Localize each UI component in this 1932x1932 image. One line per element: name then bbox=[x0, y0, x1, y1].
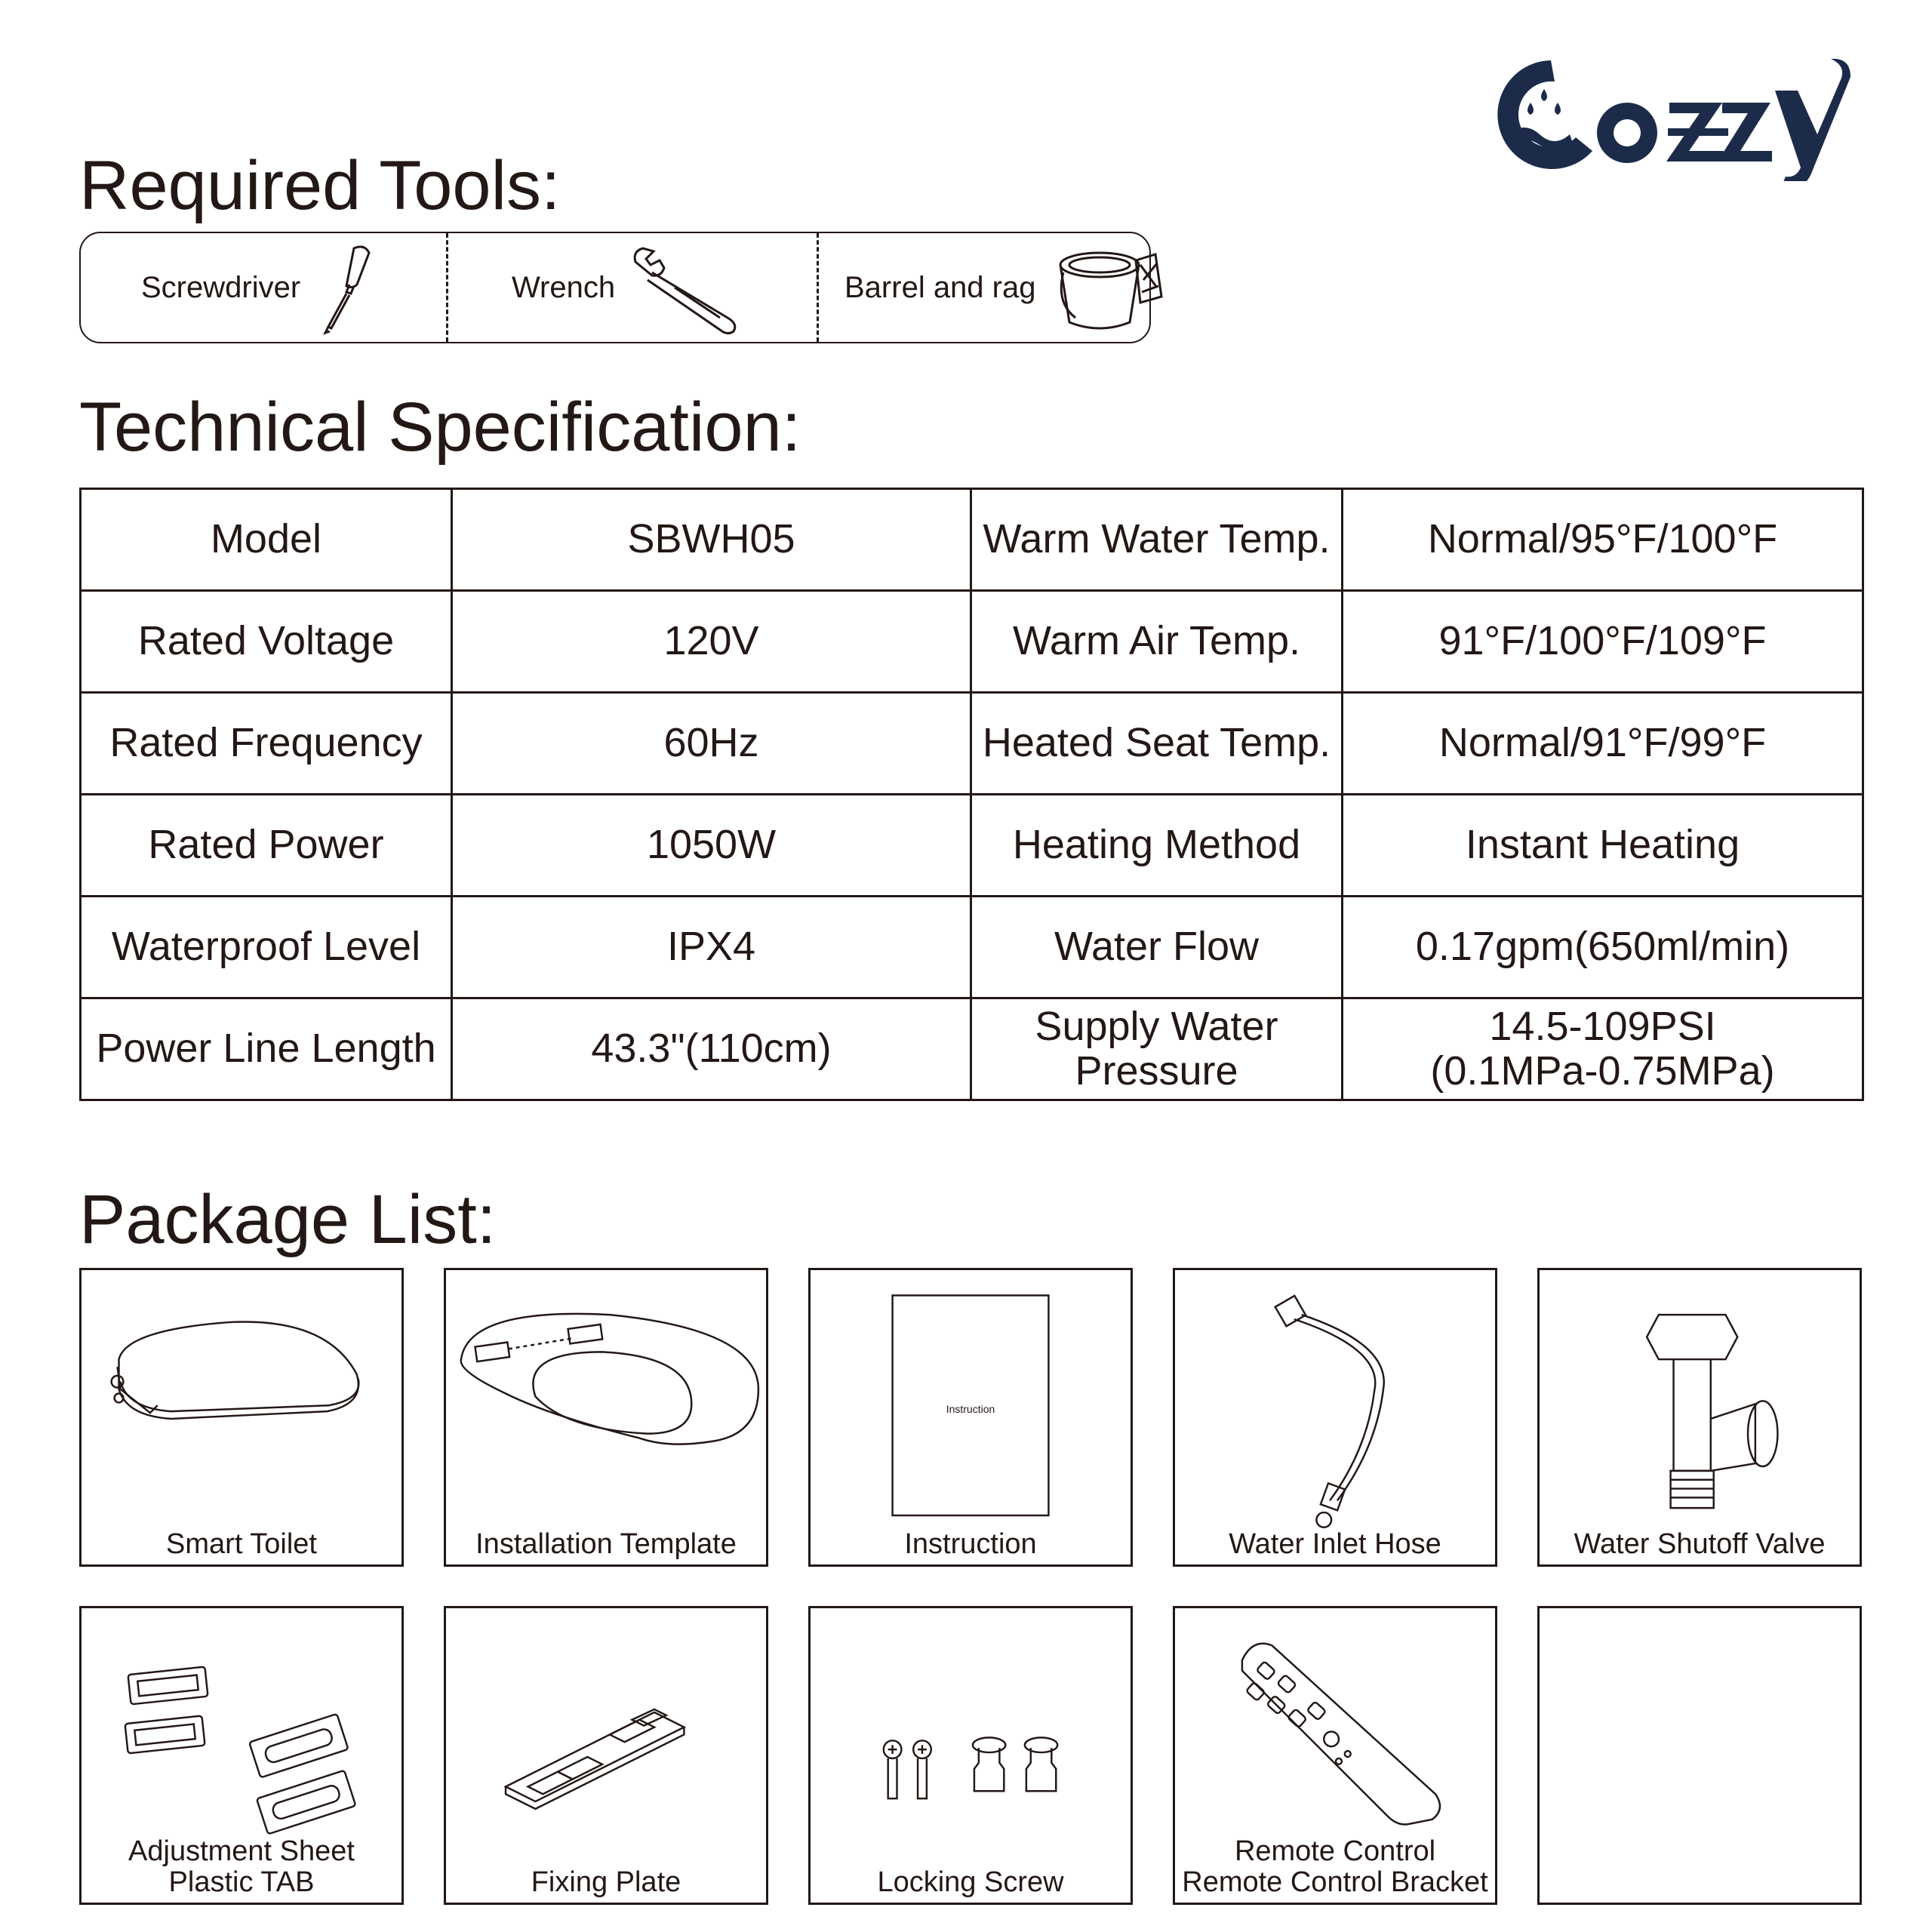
package-item bbox=[808, 1606, 1133, 1905]
spec-value: 0.17gpm(650ml/min) bbox=[1343, 897, 1863, 998]
spec-key-line: Pressure bbox=[1075, 1048, 1238, 1094]
package-item bbox=[79, 1268, 404, 1567]
tools-box bbox=[79, 232, 1151, 343]
spec-title: Technical Specification: bbox=[79, 389, 801, 466]
tool-bucket bbox=[817, 233, 1149, 342]
spec-key: Warm Water Temp. bbox=[971, 489, 1343, 591]
screwdriver-icon bbox=[307, 242, 390, 336]
toilet-seat-icon bbox=[82, 1270, 401, 1564]
table-row bbox=[81, 998, 1863, 1100]
spec-key: Heated Seat Temp. bbox=[971, 693, 1343, 795]
package-label: Instruction bbox=[904, 1528, 1037, 1560]
package-item bbox=[79, 1606, 404, 1905]
package-item bbox=[1173, 1606, 1497, 1905]
table-row bbox=[81, 795, 1863, 897]
package-label: Water Inlet Hose bbox=[1229, 1528, 1441, 1560]
spec-value: 91°F/100°F/109°F bbox=[1343, 591, 1863, 693]
package-label: Installation Template bbox=[475, 1528, 737, 1560]
spec-value: Instant Heating bbox=[1343, 795, 1863, 897]
package-item bbox=[1173, 1268, 1497, 1567]
package-item bbox=[444, 1606, 768, 1905]
manual-icon bbox=[811, 1270, 1131, 1564]
tools-title: Required Tools: bbox=[79, 147, 561, 224]
package-item bbox=[808, 1268, 1133, 1567]
tool-wrench bbox=[446, 233, 817, 342]
package-title: Package List: bbox=[79, 1181, 497, 1258]
spec-value: 43.3"(110cm) bbox=[452, 998, 971, 1100]
spec-key: Water Flow bbox=[971, 897, 1343, 998]
package-item bbox=[444, 1268, 768, 1567]
spec-value: 1050W bbox=[452, 795, 971, 897]
table-row bbox=[81, 591, 1863, 693]
spec-value: 120V bbox=[452, 591, 971, 693]
template-icon bbox=[446, 1270, 766, 1564]
spec-key: Rated Power bbox=[81, 795, 452, 897]
package-label: Water Shutoff Valve bbox=[1574, 1528, 1826, 1560]
wrench-icon bbox=[629, 242, 750, 336]
package-item-empty bbox=[1537, 1606, 1862, 1905]
screw-icon bbox=[811, 1608, 1131, 1903]
fixing-plate-icon bbox=[446, 1608, 766, 1903]
package-label bbox=[82, 1836, 401, 1898]
spec-key: Rated Voltage bbox=[81, 591, 452, 693]
spec-value: 60Hz bbox=[452, 693, 971, 795]
spec-key: Warm Air Temp. bbox=[971, 591, 1343, 693]
manual-cover-text: Instruction bbox=[946, 1403, 995, 1415]
table-row bbox=[81, 693, 1863, 795]
package-label-line: Remote Control Bracket bbox=[1182, 1866, 1488, 1898]
package-label-line: Adjustment Sheet bbox=[128, 1835, 355, 1867]
package-label bbox=[1175, 1836, 1495, 1898]
package-item bbox=[1537, 1268, 1862, 1567]
spec-value bbox=[1343, 998, 1863, 1100]
spec-key-line: Supply Water bbox=[1035, 1003, 1278, 1049]
spec-value: SBWH05 bbox=[452, 489, 971, 591]
spec-value: Normal/95°F/100°F bbox=[1343, 489, 1863, 591]
package-label: Fixing Plate bbox=[531, 1866, 681, 1898]
table-row bbox=[81, 489, 1863, 591]
spec-key: Waterproof Level bbox=[81, 897, 452, 998]
package-label-line: Remote Control bbox=[1234, 1835, 1436, 1867]
package-label-line: Plastic TAB bbox=[168, 1866, 315, 1898]
tool-screwdriver bbox=[81, 233, 446, 342]
valve-icon bbox=[1540, 1270, 1860, 1564]
spec-value: IPX4 bbox=[452, 897, 971, 998]
package-label: Smart Toilet bbox=[166, 1528, 317, 1560]
tool-label: Barrel and rag bbox=[844, 270, 1036, 304]
spec-value-line: (0.1MPa-0.75MPa) bbox=[1430, 1048, 1775, 1094]
package-label: Locking Screw bbox=[877, 1866, 1064, 1898]
spec-key: Power Line Length bbox=[81, 998, 452, 1100]
spec-key: Rated Frequency bbox=[81, 693, 452, 795]
table-row bbox=[81, 897, 1863, 998]
hose-icon bbox=[1175, 1270, 1495, 1564]
tool-label: Screwdriver bbox=[141, 270, 301, 304]
bucket-icon bbox=[1053, 242, 1166, 336]
spec-key: Model bbox=[81, 489, 452, 591]
brand-logo bbox=[1479, 45, 1872, 181]
spec-table bbox=[79, 488, 1864, 1101]
tool-label: Wrench bbox=[512, 270, 616, 304]
spec-value-line: 14.5-109PSI bbox=[1489, 1003, 1716, 1049]
spec-key: Heating Method bbox=[971, 795, 1343, 897]
spec-value: Normal/91°F/99°F bbox=[1343, 693, 1863, 795]
spec-key bbox=[971, 998, 1343, 1100]
